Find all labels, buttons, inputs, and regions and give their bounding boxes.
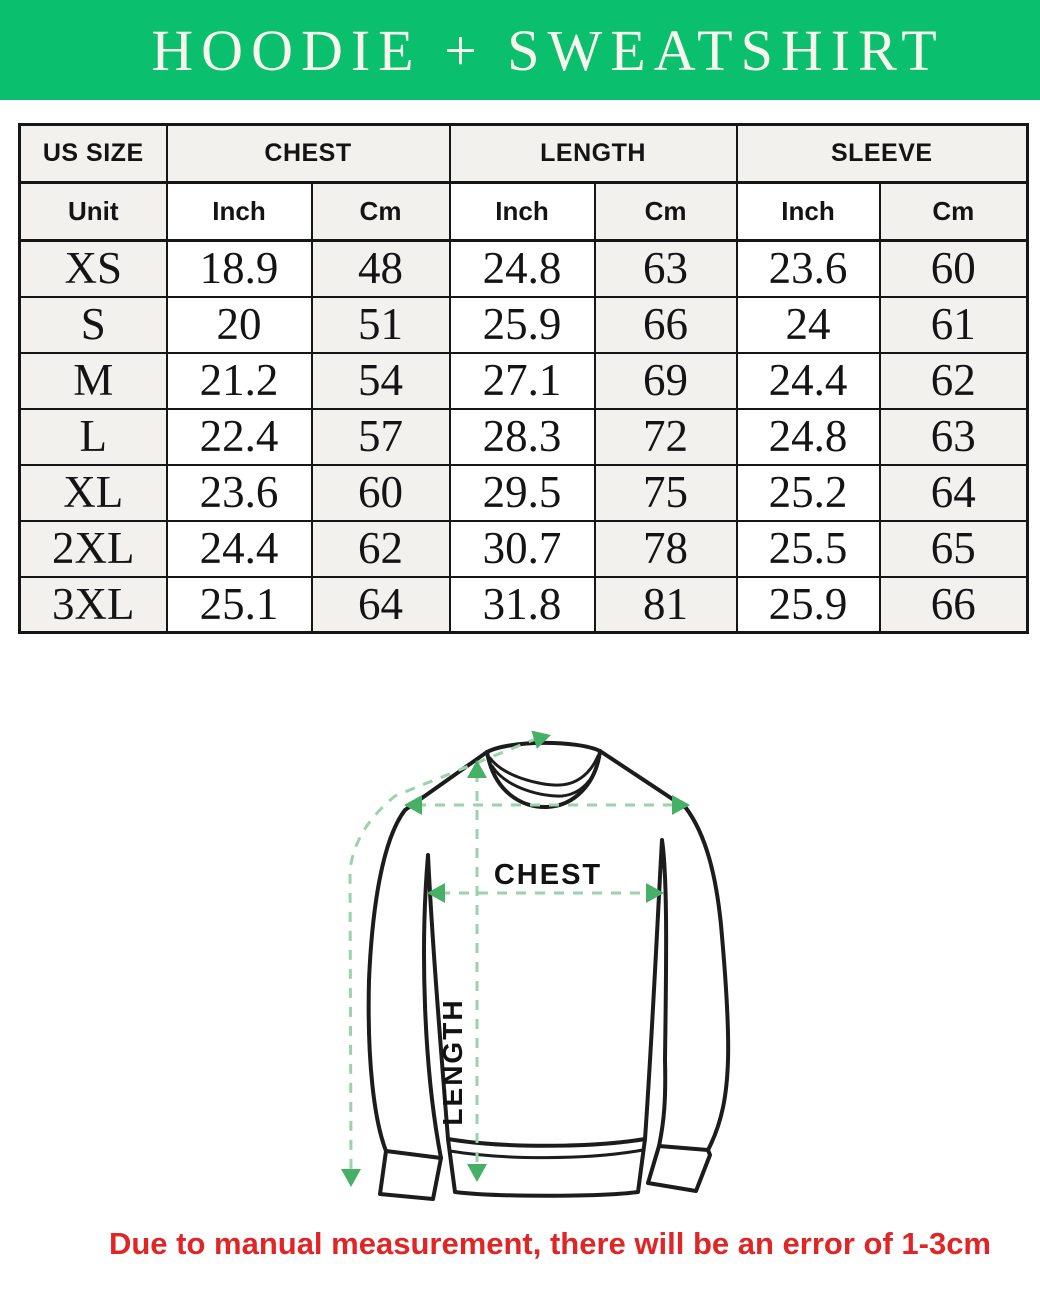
size-cell: L — [20, 409, 167, 465]
sweatshirt-diagram — [0, 680, 1040, 1240]
value-cell: 72 — [595, 409, 737, 465]
value-cell: 22.4 — [167, 409, 312, 465]
value-cell: 48 — [312, 241, 450, 297]
value-cell: 78 — [595, 521, 737, 577]
length-label: LENGTH — [437, 998, 468, 1126]
value-cell: 18.9 — [167, 241, 312, 297]
title-banner — [0, 0, 1040, 100]
size-table — [18, 123, 1029, 634]
value-cell: 25.2 — [737, 465, 880, 521]
value-cell: 28.3 — [450, 409, 595, 465]
size-cell: S — [20, 297, 167, 353]
size-cell: XS — [20, 241, 167, 297]
value-cell: 25.1 — [167, 577, 312, 633]
table-unit-header-row — [20, 183, 1028, 241]
value-cell: 24 — [737, 297, 880, 353]
value-cell: 63 — [880, 409, 1028, 465]
value-cell: 64 — [312, 577, 450, 633]
value-cell: 75 — [595, 465, 737, 521]
value-cell: 65 — [880, 521, 1028, 577]
value-cell: 62 — [880, 353, 1028, 409]
value-cell: 23.6 — [737, 241, 880, 297]
length-inch-header: Inch — [450, 183, 595, 241]
table-row-l — [20, 409, 1028, 465]
header-us-size: US SIZE — [20, 125, 167, 183]
size-cell: 2XL — [20, 521, 167, 577]
value-cell: 81 — [595, 577, 737, 633]
value-cell: 24.8 — [450, 241, 595, 297]
value-cell: 69 — [595, 353, 737, 409]
header-chest: CHEST — [167, 125, 450, 183]
value-cell: 60 — [880, 241, 1028, 297]
length-cm-header: Cm — [595, 183, 737, 241]
header-length: LENGTH — [450, 125, 737, 183]
value-cell: 25.9 — [450, 297, 595, 353]
chest-label: CHEST — [493, 859, 603, 891]
chest-inch-header: Inch — [167, 183, 312, 241]
table-group-header-row — [20, 125, 1028, 183]
sleeve-inch-header: Inch — [737, 183, 880, 241]
disclaimer-text: Due to manual measurement, there will be an error of 1-3cm — [108, 1226, 992, 1261]
value-cell: 25.9 — [737, 577, 880, 633]
disclaimer — [0, 1220, 1040, 1268]
value-cell: 31.8 — [450, 577, 595, 633]
value-cell: 60 — [312, 465, 450, 521]
value-cell: 27.1 — [450, 353, 595, 409]
sleeve-cm-header: Cm — [880, 183, 1028, 241]
chest-cm-header: Cm — [312, 183, 450, 241]
value-cell: 29.5 — [450, 465, 595, 521]
value-cell: 61 — [880, 297, 1028, 353]
size-cell: XL — [20, 465, 167, 521]
table-row-s — [20, 297, 1028, 353]
table-row-2xl — [20, 521, 1028, 577]
value-cell: 24.8 — [737, 409, 880, 465]
value-cell: 25.5 — [737, 521, 880, 577]
value-cell: 51 — [312, 297, 450, 353]
value-cell: 24.4 — [737, 353, 880, 409]
size-cell: 3XL — [20, 577, 167, 633]
header-sleeve: SLEEVE — [737, 125, 1028, 183]
value-cell: 62 — [312, 521, 450, 577]
table-row-xs — [20, 241, 1028, 297]
value-cell: 21.2 — [167, 353, 312, 409]
value-cell: 64 — [880, 465, 1028, 521]
value-cell: 30.7 — [450, 521, 595, 577]
value-cell: 24.4 — [167, 521, 312, 577]
value-cell: 54 — [312, 353, 450, 409]
value-cell: 66 — [595, 297, 737, 353]
table-row-m — [20, 353, 1028, 409]
value-cell: 66 — [880, 577, 1028, 633]
value-cell: 63 — [595, 241, 737, 297]
table-row-xl — [20, 465, 1028, 521]
value-cell: 23.6 — [167, 465, 312, 521]
page-title: HOODIE + SWEATSHIRT — [151, 17, 945, 83]
size-cell: M — [20, 353, 167, 409]
value-cell: 57 — [312, 409, 450, 465]
value-cell: 20 — [167, 297, 312, 353]
table-row-3xl — [20, 577, 1028, 633]
unit-header: Unit — [20, 183, 167, 241]
